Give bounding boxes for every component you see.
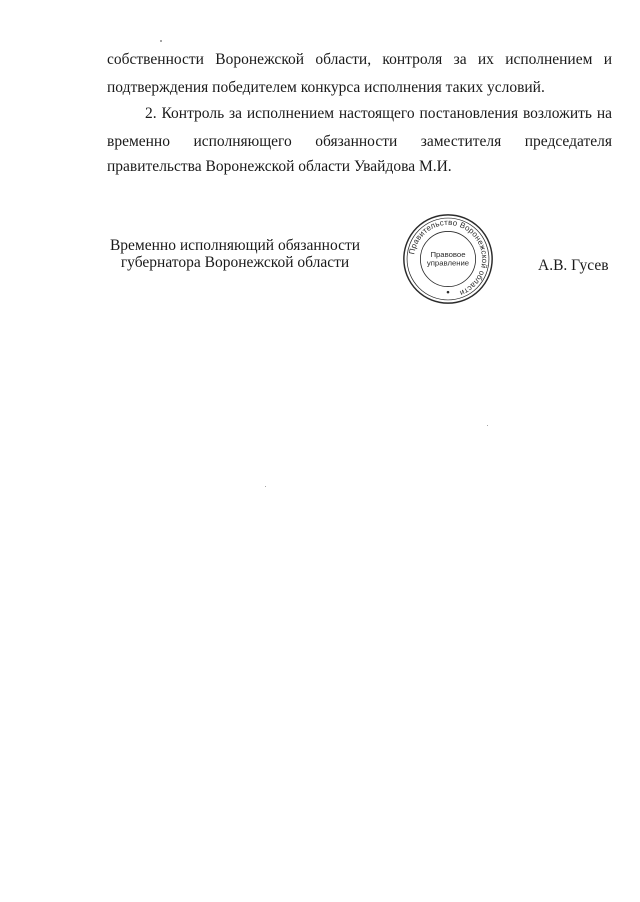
signer-name: А.В. Гусев [538,257,609,274]
seal-center-text: Правовое [430,250,466,260]
seal-ring-text: Правительство Воронежской области [407,217,490,298]
signer-title: губернатора Воронежской области [120,254,350,271]
body-text-line: правительства Воронежской области Увайдова М.И. [107,158,452,175]
body-text-line: 2. Контроль за исполнением настоящего постановления возложить на [145,105,612,122]
seal-center-text: управление [426,258,470,268]
scan-speck [160,40,162,42]
body-text-line: временно исполняющего обязанности заместителя председателя [107,133,612,150]
scan-speck [487,425,488,426]
seal-star-icon [447,291,450,294]
signer-title: Временно исполняющий обязанности [109,237,361,254]
body-text-line: собственности Воронежской области, контроля за их исполнением и [107,51,612,68]
body-text-line: подтверждения победителем конкурса исполнения таких условий. [107,79,545,96]
seal-stamp-icon [402,213,494,305]
scan-speck [265,486,266,487]
